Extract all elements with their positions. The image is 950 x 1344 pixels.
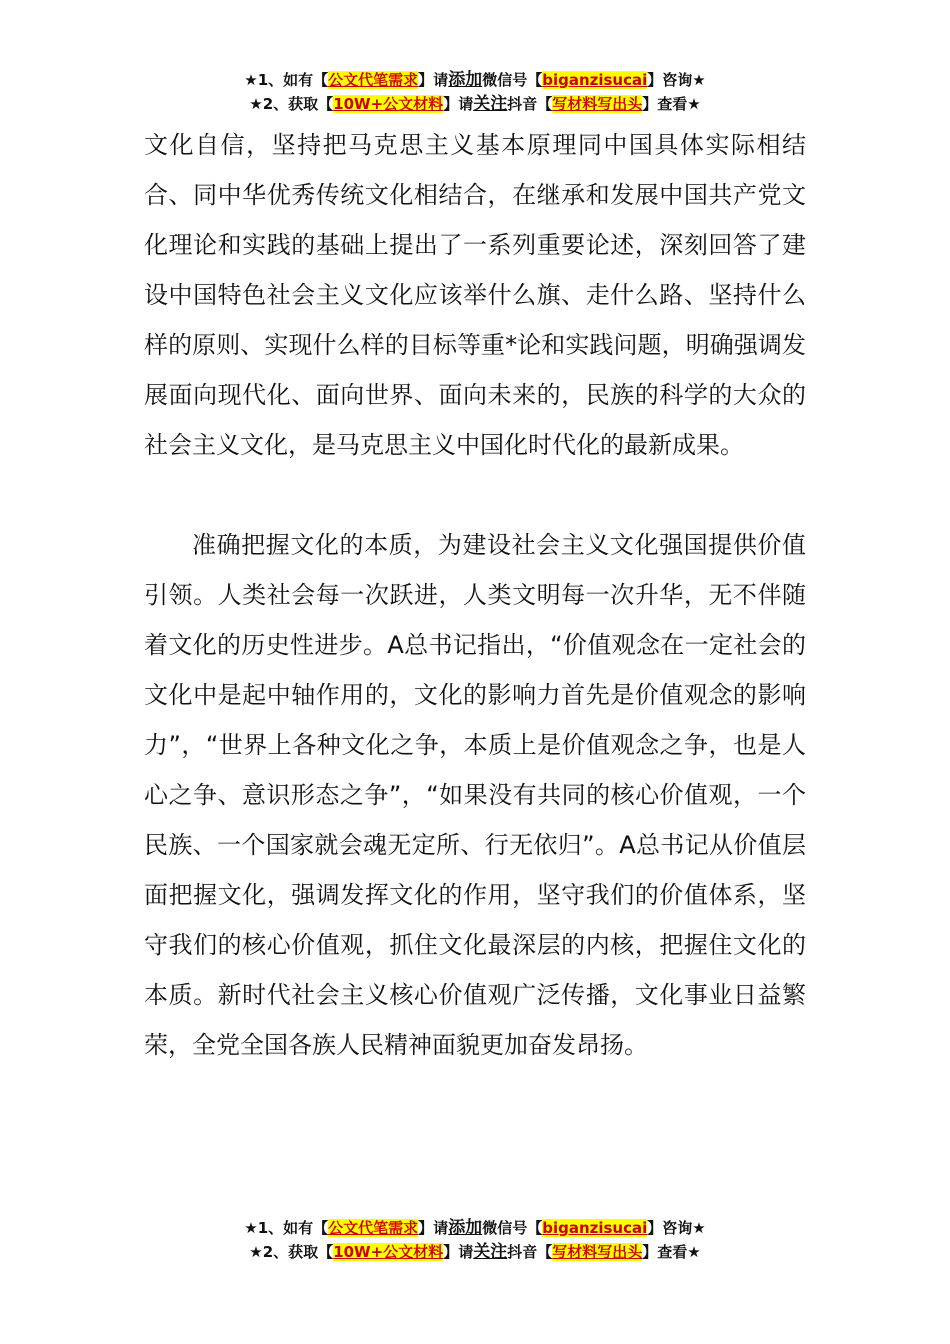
star-icon: ★ (692, 71, 706, 89)
banner-line-2: ★2、获取【10W+公文材料】请关注抖音【写材料写出头】查看★ (249, 1242, 701, 1262)
banner-highlight-materials: 10W+公文材料 (333, 1243, 444, 1261)
banner-line-2: ★2、获取【10W+公文材料】请关注抖音【写材料写出头】查看★ (249, 94, 701, 114)
banner-underline-add: 添加 (448, 1218, 483, 1238)
banner-highlight-douyin: 写材料写出头 (552, 95, 643, 113)
banner-highlight-wechat-id: biganzisucai (542, 1219, 648, 1237)
banner-underline-add: 添加 (448, 70, 483, 90)
banner-underline-follow: 关注 (473, 1242, 508, 1262)
paragraph-gap (144, 470, 806, 520)
header-banner (0, 68, 950, 116)
banner-highlight-service: 公文代笔需求 (328, 1219, 419, 1237)
star-icon: ★ (249, 1243, 263, 1261)
star-icon: ★ (244, 1219, 258, 1237)
banner-line-1: ★1、如有【公文代笔需求】请添加微信号【biganzisucai】咨询★ (244, 1218, 706, 1238)
star-icon: ★ (687, 95, 701, 113)
body-paragraph-2: 准确把握文化的本质，为建设社会主义文化强国提供价值引领。人类社会每一次跃进，人类文明每一次升华，无不伴随着文化的历史性进步。A总书记指出，“价值观念在一定社会的文化中是起中轴作用的，文化的影响力首先是价值观念的影响力”，“世界上各种文化之争，本质上是价值观念之争，也是人心之争、意识形态之争”，“如果没有共同的核心价值观，一个民族、一个国家就会魂无定所、行无依归”。A总书记从价值层面把握文化，强调发挥文化的作用，坚守我们的价值体系，坚守我们的核心价值观，抓住文化最深层的内核，把握住文化的本质。新时代社会主义核心价值观广泛传播，文化事业日益繁荣，全党全国各族人民精神面貌更加奋发昂扬。 (144, 531, 806, 1059)
star-icon: ★ (692, 1219, 706, 1237)
star-icon: ★ (244, 71, 258, 89)
star-icon: ★ (687, 1243, 701, 1261)
footer-banner (0, 1216, 950, 1264)
banner-highlight-wechat-id: biganzisucai (542, 71, 648, 89)
star-icon: ★ (249, 95, 263, 113)
document-body (144, 120, 806, 1070)
body-paragraph-1: 文化自信，坚持把马克思主义基本原理同中国具体实际相结合、同中华优秀传统文化相结合，在继承和发展中国共产党文化理论和实践的基础上提出了一系列重要论述，深刻回答了建设中国特色社会主义文化应该举什么旗、走什么路、坚持什么样的原则、实现什么样的目标等重*论和实践问题，明确强调发展面向现代化、面向世界、面向未来的，民族的科学的大众的社会主义文化，是马克思主义中国化时代化的最新成果。 (144, 131, 806, 459)
banner-highlight-douyin: 写材料写出头 (552, 1243, 643, 1261)
banner-highlight-materials: 10W+公文材料 (333, 95, 444, 113)
banner-line-1: ★1、如有【公文代笔需求】请添加微信号【biganzisucai】咨询★ (244, 70, 706, 90)
banner-highlight-service: 公文代笔需求 (328, 71, 419, 89)
banner-underline-follow: 关注 (473, 94, 508, 114)
